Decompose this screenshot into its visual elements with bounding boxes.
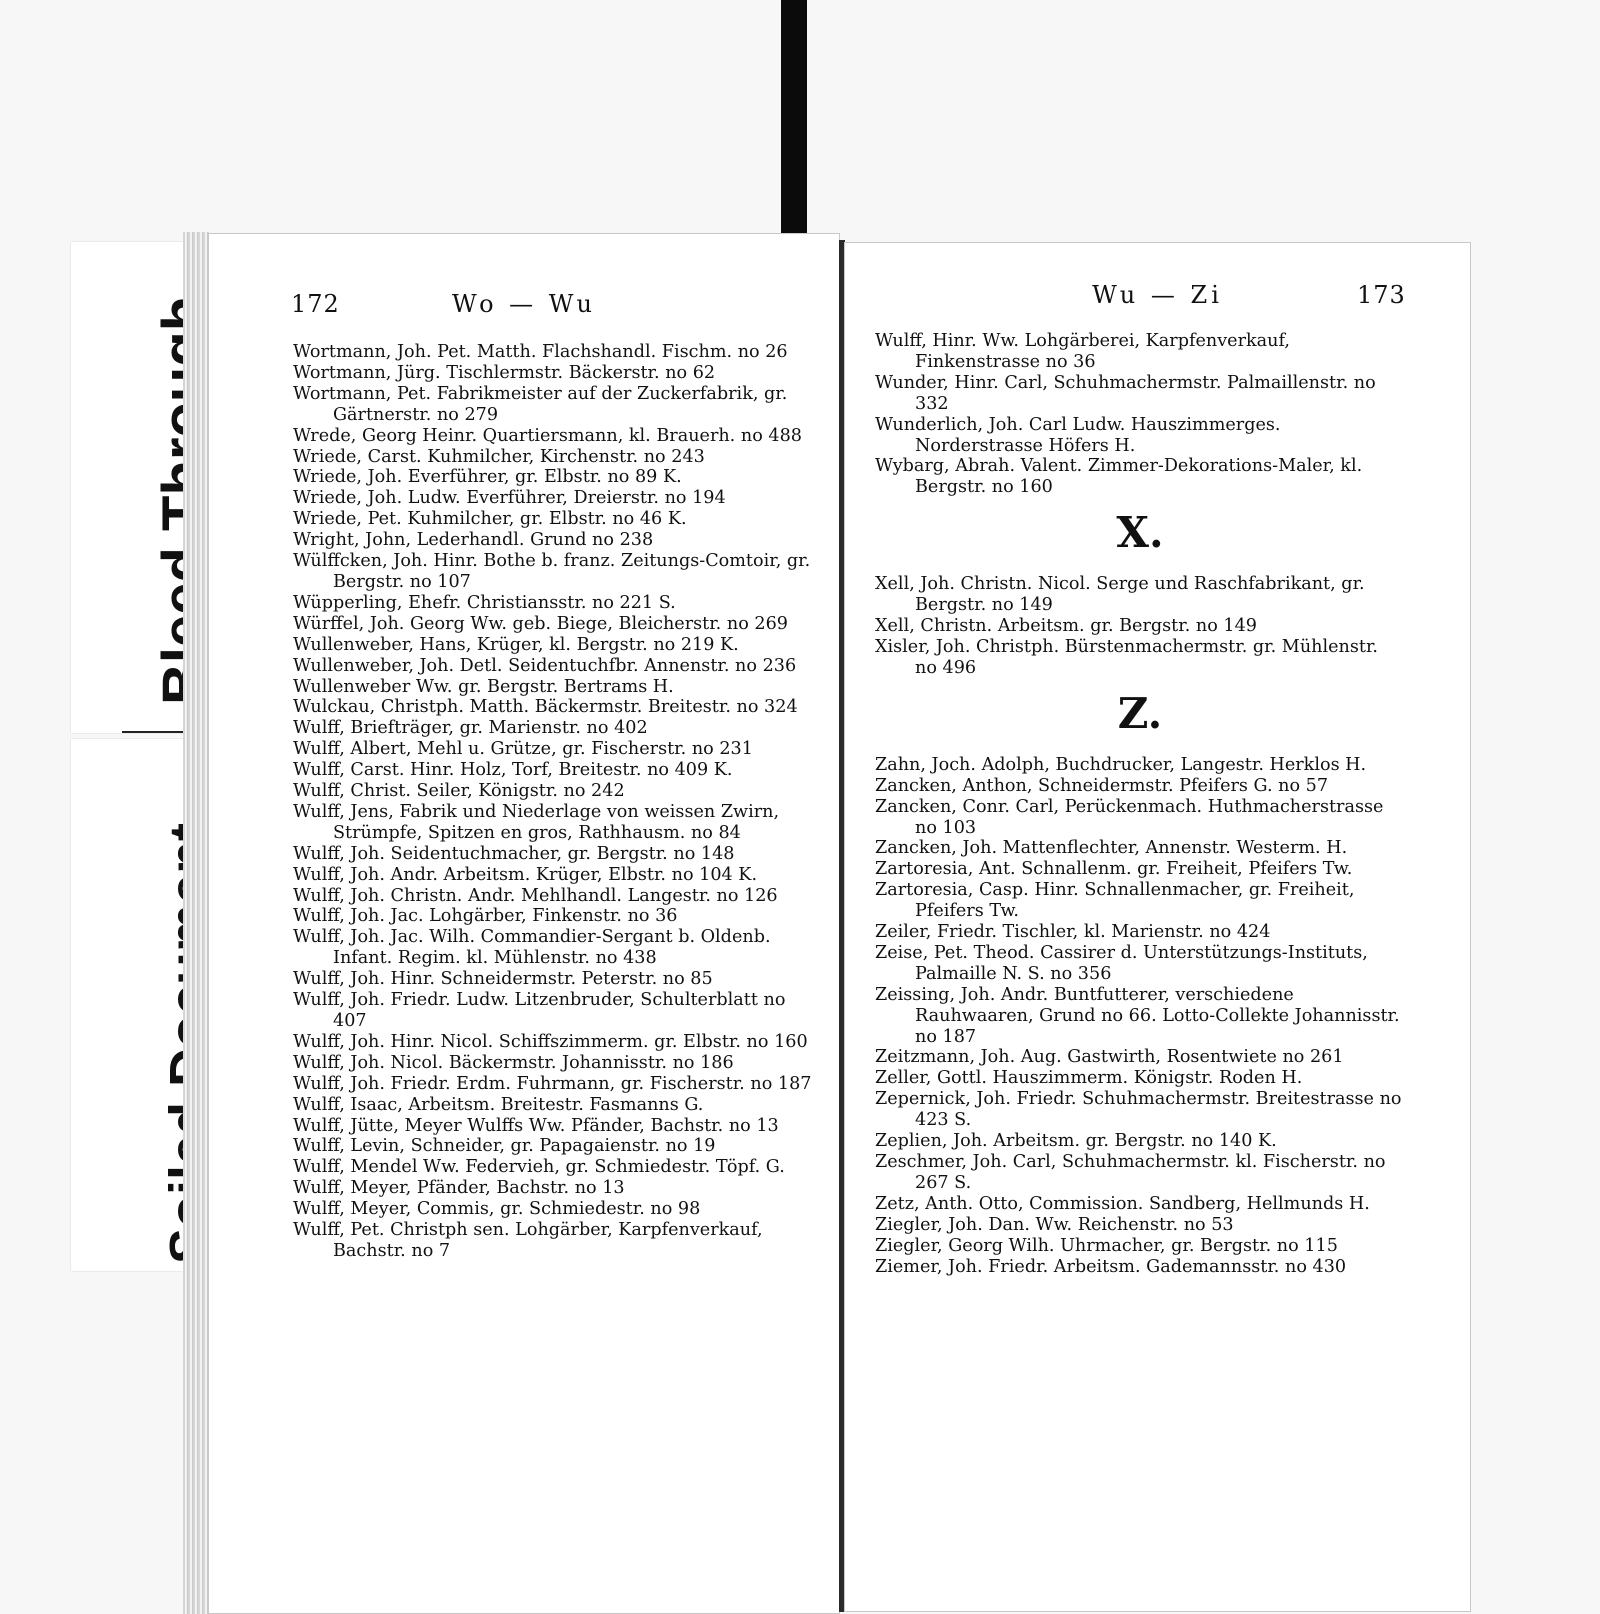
directory-entry: Wullenweber Ww. gr. Bergstr. Bertrams H.	[293, 676, 674, 697]
directory-entry: Wullenweber, Joh. Detl. Seidentuchfbr. Annenstr. no 236	[293, 655, 797, 676]
directory-entry: Zepernick, Joh. Friedr. Schuhmachermstr. Breitestrasse no 423 S.	[875, 1089, 1402, 1131]
directory-entry: Zeiler, Friedr. Tischler, kl. Marienstr. no 424	[875, 922, 1271, 943]
directory-entry: Xell, Christn. Arbeitsm. gr. Bergstr. no 149	[875, 616, 1258, 637]
directory-entry: Wulff, Joh. Hinr. Nicol. Schiffszimmerm. gr. Elbstr. no 160	[293, 1031, 808, 1052]
directory-entry: Zancken, Conr. Carl, Perückenmach. Huthmacherstrasse no 103	[875, 796, 1384, 838]
directory-entry: Wulff, Albert, Mehl u. Grütze, gr. Fischerstr. no 231	[293, 739, 753, 760]
directory-entry: Zeise, Pet. Theod. Cassirer d. Unterstützungs-Instituts, Palmaille N. S. no 356	[875, 942, 1368, 984]
directory-entry: Zartoresia, Ant. Schnallenm. gr. Freiheit, Pfeifers Tw.	[875, 859, 1353, 880]
directory-entry: Wulff, Jens, Fabrik und Niederlage von weissen Zwirn, Strümpfe, Spitzen en gros, Rathhausm. no 84	[293, 801, 780, 843]
directory-entry: Ziegler, Joh. Dan. Ww. Reichenstr. no 53	[875, 1214, 1234, 1235]
directory-entry: Wulff, Pet. Christph sen. Lohgärber, Karpfenverkauf, Bachstr. no 7	[293, 1220, 763, 1261]
directory-entry: Wulff, Joh. Andr. Arbeitsm. Krüger, Elbstr. no 104 K.	[293, 864, 758, 885]
directory-entry: Würffel, Joh. Georg Ww. geb. Biege, Bleicherstr. no 269	[293, 613, 788, 634]
left-page-number: 172	[291, 290, 340, 318]
directory-entry: Wortmann, Jürg. Tischlermstr. Bäckerstr. no 62	[293, 362, 716, 383]
directory-entry: Wulckau, Christph. Matth. Bäckermstr. Breitestr. no 324	[293, 697, 798, 718]
w-entry-list	[875, 331, 1405, 498]
directory-entry: Wriede, Joh. Ludw. Everführer, Dreierstr. no 194	[293, 488, 726, 509]
directory-entry: Wülffcken, Joh. Hinr. Bothe b. franz. Zeitungs-Comtoir, gr. Bergstr. no 107	[293, 551, 811, 592]
directory-entry: Zeplien, Joh. Arbeitsm. gr. Bergstr. no 140 K.	[875, 1131, 1277, 1152]
directory-entry: Zeitzmann, Joh. Aug. Gastwirth, Rosentwiete no 261	[875, 1047, 1344, 1068]
directory-entry: Wulff, Jütte, Meyer Wulffs Ww. Pfänder, Bachstr. no 13	[293, 1115, 779, 1136]
directory-entry: Wulff, Joh. Christn. Andr. Mehlhandl. Langestr. no 126	[293, 885, 778, 906]
right-page-header	[845, 281, 1470, 321]
right-running-head: Wu — Zi	[1092, 281, 1223, 309]
directory-entry: Zahn, Joch. Adolph, Buchdrucker, Langestr. Herklos H.	[875, 754, 1367, 775]
directory-entry: Xell, Joh. Christn. Nicol. Serge und Raschfabrikant, gr. Bergstr. no 149	[875, 574, 1365, 616]
left-page	[209, 234, 839, 1613]
directory-entry: Zancken, Anthon, Schneidermstr. Pfeifers G. no 57	[875, 775, 1329, 796]
directory-entry: Wulff, Briefträger, gr. Marienstr. no 402	[293, 718, 648, 739]
directory-entry: Wright, John, Lederhandl. Grund no 238	[293, 530, 654, 551]
directory-entry: Wulff, Isaac, Arbeitsm. Breitestr. Fasmanns G.	[293, 1094, 704, 1115]
directory-entry: Wulff, Joh. Seidentuchmacher, gr. Bergstr. no 148	[293, 843, 735, 864]
directory-entry: Zartoresia, Casp. Hinr. Schnallenmacher, gr. Freiheit, Pfeifers Tw.	[875, 880, 1355, 922]
right-page	[845, 243, 1470, 1611]
directory-entry: Wulff, Levin, Schneider, gr. Papagaienstr. no 19	[293, 1136, 716, 1157]
directory-entry: Wrede, Georg Heinr. Quartiersmann, kl. Brauerh. no 488	[293, 425, 802, 446]
directory-entry: Wulff, Joh. Jac. Wilh. Commandier-Sergant b. Oldenb. Infant. Regim. kl. Mühlenstr. no 438	[293, 927, 771, 969]
left-page-header	[209, 290, 839, 330]
z-entry-list	[875, 755, 1405, 1278]
directory-entry: Wunderlich, Joh. Carl Ludw. Hauszimmerges. Norderstrasse Höfers H.	[875, 414, 1281, 456]
section-letter-z: Z.	[1117, 688, 1163, 738]
directory-entry: Zeller, Gottl. Hauszimmerm. Königstr. Roden H.	[875, 1068, 1303, 1089]
directory-entry: Wortmann, Joh. Pet. Matth. Flachshandl. Fischm. no 26	[293, 342, 788, 362]
directory-entry: Wulff, Joh. Jac. Lohgärber, Finkenstr. no 36	[293, 906, 678, 927]
right-page-number: 173	[1357, 281, 1406, 309]
x-entry-list	[875, 574, 1405, 679]
directory-entry: Wriede, Joh. Everführer, gr. Elbstr. no 89 K.	[293, 467, 682, 488]
directory-entry: Zeschmer, Joh. Carl, Schuhmachermstr. kl. Fischerstr. no 267 S.	[875, 1152, 1386, 1193]
directory-entry: Wriede, Pet. Kuhmilcher, gr. Elbstr. no 46 K.	[293, 509, 687, 530]
directory-entry: Wortmann, Pet. Fabrikmeister auf der Zuckerfabrik, gr. Gärtnerstr. no 279	[293, 383, 788, 425]
left-entry-list	[293, 342, 823, 1262]
directory-entry: Ziegler, Georg Wilh. Uhrmacher, gr. Bergstr. no 115	[875, 1235, 1338, 1256]
directory-entry: Wulff, Joh. Friedr. Erdm. Fuhrmann, gr. Fischerstr. no 187	[293, 1073, 812, 1094]
directory-entry: Wüpperling, Ehefr. Christiansstr. no 221 S.	[293, 592, 676, 613]
directory-entry: Wullenweber, Hans, Krüger, kl. Bergstr. no 219 K.	[293, 634, 739, 655]
page-edges	[183, 232, 209, 1614]
directory-entry: Wriede, Carst. Kuhmilcher, Kirchenstr. no 243	[293, 446, 705, 467]
directory-entry: Wulff, Mendel Ww. Federvieh, gr. Schmiedestr. Töpf. G.	[293, 1157, 785, 1178]
right-page-body	[875, 331, 1405, 1277]
directory-entry: Zetz, Anth. Otto, Commission. Sandberg, Hellmunds H.	[875, 1193, 1370, 1214]
directory-entry: Zancken, Joh. Mattenflechter, Annenstr. Westerm. H.	[875, 838, 1348, 859]
directory-entry: Wulff, Joh. Hinr. Schneidermstr. Peterstr. no 85	[293, 969, 713, 990]
directory-entry: Wulff, Hinr. Ww. Lohgärberei, Karpfenverkauf, Finkenstrasse no 36	[875, 331, 1290, 372]
directory-entry: Wulff, Meyer, Pfänder, Bachstr. no 13	[293, 1178, 625, 1199]
directory-entry: Ziemer, Joh. Friedr. Arbeitsm. Gademannsstr. no 430	[875, 1256, 1347, 1277]
directory-entry: Xisler, Joh. Christph. Bürstenmachermstr. gr. Mühlenstr. no 496	[875, 636, 1379, 678]
section-letter-x: X.	[1116, 508, 1164, 558]
directory-entry: Wulff, Joh. Friedr. Ludw. Litzenbruder, Schulterblatt no 407	[293, 990, 786, 1031]
binding-strip-top	[781, 0, 807, 245]
directory-entry: Wybarg, Abrah. Valent. Zimmer-Dekorations-Maler, kl. Bergstr. no 160	[875, 456, 1363, 498]
left-running-head: Wo — Wu	[452, 290, 596, 318]
directory-entry: Wulff, Carst. Hinr. Holz, Torf, Breitestr. no 409 K.	[293, 760, 733, 781]
directory-entry: Wulff, Christ. Seiler, Königstr. no 242	[293, 781, 625, 802]
directory-entry: Wulff, Meyer, Commis, gr. Schmiedestr. no 98	[293, 1199, 701, 1220]
directory-entry: Wunder, Hinr. Carl, Schuhmachermstr. Palmaillenstr. no 332	[875, 372, 1376, 414]
directory-entry: Wulff, Joh. Nicol. Bäckermstr. Johannisstr. no 186	[293, 1052, 734, 1073]
directory-entry: Zeissing, Joh. Andr. Buntfutterer, verschiedene Rauhwaaren, Grund no 66. Lotto-Collekte Johannisstr. no 187	[875, 984, 1400, 1047]
